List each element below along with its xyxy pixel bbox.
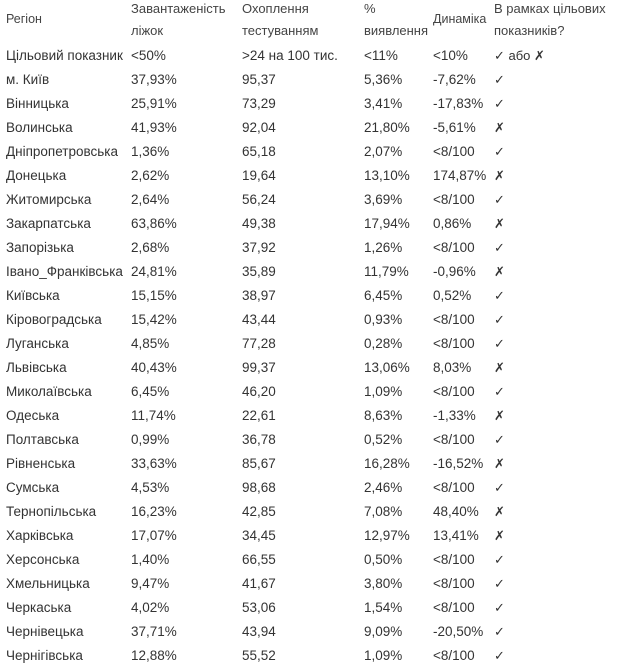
within-target-cell: ✓ <box>494 600 505 615</box>
detection-cell: 1,09% <box>364 648 403 663</box>
table-row <box>0 428 620 452</box>
region-cell: м. Київ <box>6 72 50 87</box>
target-within: ✓ або ✗ <box>494 48 545 63</box>
detection-cell: 9,09% <box>364 624 403 639</box>
region-cell: Львівська <box>6 360 67 375</box>
within-target-cell: ✗ <box>494 408 505 423</box>
testing-cell: 38,97 <box>242 288 276 303</box>
testing-cell: 77,28 <box>242 336 276 351</box>
region-cell: Дніпропетровська <box>6 144 119 159</box>
header-beds <box>131 0 226 42</box>
dynamics-cell: <8/100 <box>433 384 475 399</box>
dynamics-cell: -17,83% <box>433 96 484 111</box>
dynamics-cell: -7,62% <box>433 72 476 87</box>
dynamics-cell: <8/100 <box>433 480 475 495</box>
dynamics-cell: <8/100 <box>433 648 475 663</box>
detection-cell: 7,08% <box>364 504 403 519</box>
region-cell: Полтавська <box>6 432 79 447</box>
beds-cell: 41,93% <box>131 120 177 135</box>
testing-cell: 65,18 <box>242 144 276 159</box>
detection-cell: 1,26% <box>364 240 403 255</box>
testing-cell: 55,52 <box>242 648 276 663</box>
header-detection-line2: виявлення <box>364 23 429 38</box>
detection-cell: 0,28% <box>364 336 403 351</box>
table-row <box>0 404 620 428</box>
within-target-cell: ✗ <box>494 360 505 375</box>
dynamics-cell: <8/100 <box>433 312 475 327</box>
table-row <box>0 164 620 188</box>
detection-cell: 5,36% <box>364 72 403 87</box>
testing-cell: 49,38 <box>242 216 276 231</box>
beds-cell: 1,40% <box>131 552 170 567</box>
dynamics-cell: <8/100 <box>433 336 475 351</box>
beds-cell: 1,36% <box>131 144 170 159</box>
region-cell: Хмельницька <box>6 576 90 591</box>
dynamics-cell: <8/100 <box>433 432 475 447</box>
detection-cell: 0,52% <box>364 432 403 447</box>
within-target-cell: ✓ <box>494 432 505 447</box>
target-detection: <11% <box>364 48 398 63</box>
beds-cell: 11,74% <box>131 408 176 423</box>
region-cell: Херсонська <box>6 552 80 567</box>
within-target-cell: ✗ <box>494 120 505 135</box>
region-cell: Запорізька <box>6 240 74 255</box>
header-beds-line1: Завантаженість <box>131 1 226 16</box>
testing-cell: 35,89 <box>242 264 276 279</box>
dynamics-cell: <8/100 <box>433 144 475 159</box>
detection-cell: 0,50% <box>364 552 403 567</box>
region-cell: Луганська <box>6 336 69 351</box>
dynamics-cell: 48,40% <box>433 504 479 519</box>
within-target-cell: ✗ <box>494 504 505 519</box>
table-row <box>0 380 620 404</box>
testing-cell: 36,78 <box>242 432 276 447</box>
beds-cell: 63,86% <box>131 216 177 231</box>
region-cell: Чернівецька <box>6 624 84 639</box>
table-row <box>0 188 620 212</box>
beds-cell: 37,71% <box>131 624 177 639</box>
header-target-line2: показників? <box>494 23 565 38</box>
header-beds-line2: ліжок <box>131 23 164 38</box>
detection-cell: 3,69% <box>364 192 403 207</box>
testing-cell: 19,64 <box>242 168 276 183</box>
beds-cell: 37,93% <box>131 72 177 87</box>
dynamics-cell: 13,41% <box>433 528 479 543</box>
within-target-cell: ✓ <box>494 240 505 255</box>
detection-cell: 6,45% <box>364 288 403 303</box>
within-target-cell: ✗ <box>494 168 505 183</box>
within-target-cell: ✓ <box>494 144 505 159</box>
beds-cell: 12,88% <box>131 648 177 663</box>
detection-cell: 12,97% <box>364 528 410 543</box>
header-target <box>494 0 606 42</box>
beds-cell: 15,15% <box>131 288 177 303</box>
detection-cell: 0,93% <box>364 312 403 327</box>
testing-cell: 34,45 <box>242 528 276 543</box>
region-cell: Черкаська <box>6 600 72 615</box>
detection-cell: 3,80% <box>364 576 403 591</box>
dynamics-cell: -1,33% <box>433 408 476 423</box>
dynamics-cell: -5,61% <box>433 120 476 135</box>
header-testing-line1: Охоплення <box>242 1 309 16</box>
region-cell: Вінницька <box>6 96 69 111</box>
dynamics-cell: <8/100 <box>433 600 475 615</box>
beds-cell: 15,42% <box>131 312 177 327</box>
detection-cell: 8,63% <box>364 408 403 423</box>
testing-cell: 46,20 <box>242 384 276 399</box>
detection-cell: 17,94% <box>364 216 410 231</box>
dynamics-cell: <8/100 <box>433 192 475 207</box>
within-target-cell: ✓ <box>494 96 505 111</box>
header-testing-line2: тестуванням <box>242 23 319 38</box>
table-row <box>0 572 620 596</box>
region-cell: Івано_Франківська <box>6 264 123 279</box>
beds-cell: 25,91% <box>131 96 177 111</box>
table-row <box>0 308 620 332</box>
testing-cell: 95,37 <box>242 72 276 87</box>
table-row <box>0 644 620 668</box>
testing-cell: 99,37 <box>242 360 276 375</box>
detection-cell: 16,28% <box>364 456 410 471</box>
beds-cell: 4,85% <box>131 336 170 351</box>
detection-cell: 1,54% <box>364 600 403 615</box>
beds-cell: 33,63% <box>131 456 177 471</box>
testing-cell: 41,67 <box>242 576 276 591</box>
region-cell: Рівненська <box>6 456 76 471</box>
target-dynamics: <10% <box>433 48 468 63</box>
table-body <box>0 44 620 668</box>
table-row <box>0 68 620 92</box>
testing-cell: 53,06 <box>242 600 276 615</box>
dynamics-cell: <8/100 <box>433 552 475 567</box>
beds-cell: 0,99% <box>131 432 170 447</box>
dynamics-cell: 0,86% <box>433 216 472 231</box>
region-cell: Харківська <box>6 528 74 543</box>
table-row <box>0 236 620 260</box>
testing-cell: 37,92 <box>242 240 276 255</box>
beds-cell: 6,45% <box>131 384 170 399</box>
region-cell: Тернопільська <box>6 504 97 519</box>
table-row <box>0 116 620 140</box>
detection-cell: 13,10% <box>364 168 410 183</box>
beds-cell: 9,47% <box>131 576 170 591</box>
dynamics-cell: -16,52% <box>433 456 484 471</box>
within-target-cell: ✗ <box>494 264 505 279</box>
table-row <box>0 260 620 284</box>
region-cell: Кіровоградська <box>6 312 102 327</box>
table-header <box>0 0 620 46</box>
within-target-cell: ✗ <box>494 528 505 543</box>
testing-cell: 92,04 <box>242 120 276 135</box>
testing-cell: 22,61 <box>242 408 276 423</box>
dynamics-cell: 0,52% <box>433 288 472 303</box>
table-row <box>0 476 620 500</box>
within-target-cell: ✗ <box>494 216 505 231</box>
table-row <box>0 500 620 524</box>
region-cell: Київська <box>6 288 60 303</box>
within-target-cell: ✓ <box>494 624 505 639</box>
region-cell: Донецька <box>6 168 67 183</box>
target-beds: <50% <box>131 48 166 63</box>
table-row <box>0 452 620 476</box>
table-row <box>0 284 620 308</box>
within-target-cell: ✓ <box>494 288 505 303</box>
header-dynamics: Динаміка <box>433 12 487 26</box>
region-cell: Миколаївська <box>6 384 92 399</box>
within-target-cell: ✓ <box>494 576 505 591</box>
testing-cell: 56,24 <box>242 192 276 207</box>
within-target-cell: ✓ <box>494 384 505 399</box>
detection-cell: 13,06% <box>364 360 410 375</box>
target-label: Цільовий показник <box>6 48 123 63</box>
table-row <box>0 140 620 164</box>
beds-cell: 24,81% <box>131 264 177 279</box>
dynamics-cell: 8,03% <box>433 360 472 375</box>
detection-cell: 3,41% <box>364 96 403 111</box>
beds-cell: 2,62% <box>131 168 170 183</box>
testing-cell: 42,85 <box>242 504 276 519</box>
table-row <box>0 596 620 620</box>
beds-cell: 17,07% <box>131 528 177 543</box>
within-target-cell: ✓ <box>494 336 505 351</box>
detection-cell: 1,09% <box>364 384 403 399</box>
header-target-line1: В рамках цільових <box>494 1 606 16</box>
dynamics-cell: -0,96% <box>433 264 476 279</box>
within-target-cell: ✓ <box>494 312 505 327</box>
within-target-cell: ✓ <box>494 648 505 663</box>
header-testing <box>242 0 318 42</box>
region-cell: Закарпатська <box>6 216 91 231</box>
target-row <box>0 44 620 68</box>
within-target-cell: ✓ <box>494 552 505 567</box>
beds-cell: 4,53% <box>131 480 170 495</box>
region-cell: Одеська <box>6 408 60 423</box>
beds-cell: 2,68% <box>131 240 170 255</box>
table-row <box>0 548 620 572</box>
detection-cell: 21,80% <box>364 120 410 135</box>
beds-cell: 40,43% <box>131 360 177 375</box>
dynamics-cell: 174,87% <box>433 168 487 183</box>
table-row <box>0 332 620 356</box>
testing-cell: 98,68 <box>242 480 276 495</box>
table-row <box>0 92 620 116</box>
within-target-cell: ✓ <box>494 192 505 207</box>
table-row <box>0 620 620 644</box>
within-target-cell: ✗ <box>494 456 505 471</box>
testing-cell: 85,67 <box>242 456 276 471</box>
dynamics-cell: <8/100 <box>433 240 475 255</box>
region-cell: Чернігівська <box>6 648 83 663</box>
region-cell: Волинська <box>6 120 73 135</box>
testing-cell: 73,29 <box>242 96 276 111</box>
within-target-cell: ✓ <box>494 72 505 87</box>
region-cell: Сумська <box>6 480 60 495</box>
detection-cell: 2,46% <box>364 480 403 495</box>
dynamics-cell: -20,50% <box>433 624 484 639</box>
table-row <box>0 356 620 380</box>
beds-cell: 2,64% <box>131 192 170 207</box>
testing-cell: 43,94 <box>242 624 276 639</box>
header-region: Регіон <box>6 12 42 26</box>
header-detection <box>364 0 428 42</box>
testing-cell: 43,44 <box>242 312 276 327</box>
detection-cell: 2,07% <box>364 144 403 159</box>
region-cell: Житомирська <box>6 192 92 207</box>
beds-cell: 16,23% <box>131 504 177 519</box>
header-detection-line1: % <box>364 1 376 16</box>
testing-cell: 66,55 <box>242 552 276 567</box>
detection-cell: 11,79% <box>364 264 409 279</box>
table-row <box>0 212 620 236</box>
target-testing: >24 на 100 тис. <box>242 48 338 63</box>
dynamics-cell: <8/100 <box>433 576 475 591</box>
beds-cell: 4,02% <box>131 600 170 615</box>
within-target-cell: ✓ <box>494 480 505 495</box>
table-row <box>0 524 620 548</box>
